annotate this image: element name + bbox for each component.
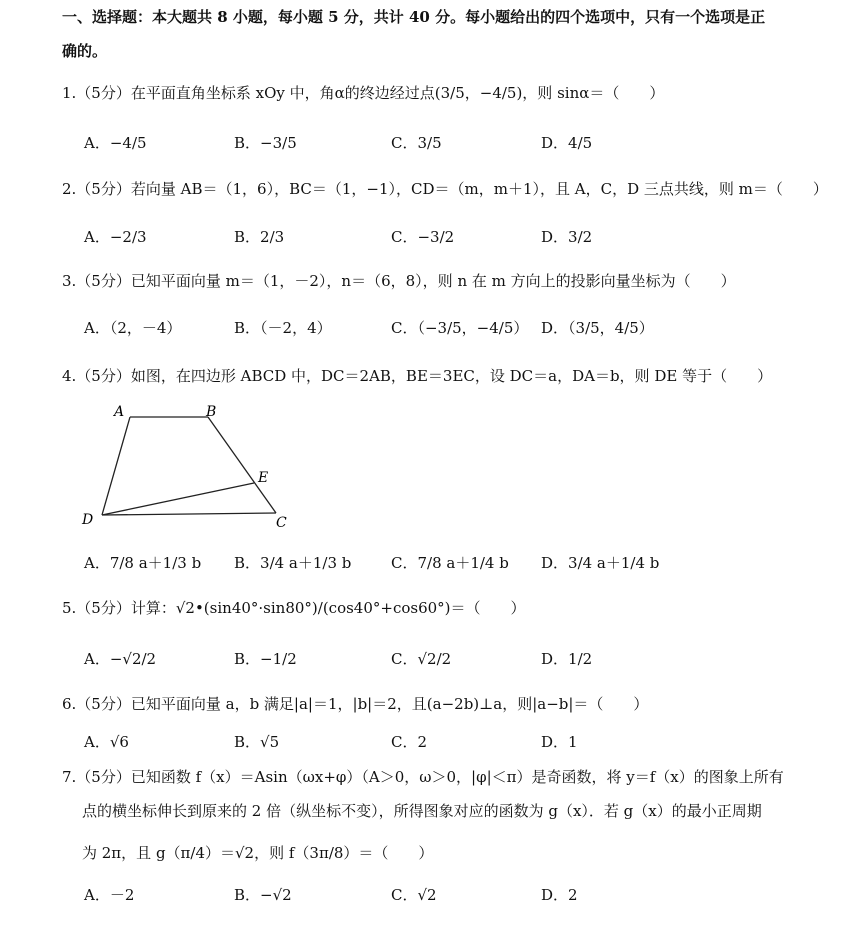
question-6-stem: 6.（5分）已知平面向量 a，b 满足|a|＝1，|b|＝2，且(a−2b)⊥a，则|a−b|＝（ ） xyxy=(62,695,649,713)
q2-option-c[interactable]: C．−3/2 xyxy=(391,228,455,246)
q7-option-a[interactable]: A．－2 xyxy=(84,886,135,904)
question-4-stem: 4.（5分）如图，在四边形 ABCD 中，DC＝2AB，BE＝3EC，设 DC＝a，DA＝b，则 DE 等于（ ） xyxy=(62,367,773,385)
q6-option-b[interactable]: B．√5 xyxy=(234,733,280,751)
question-7-stem-line1: 7.（5分）已知函数 f（x）＝Asin（ωx+φ）（A＞0，ω＞0，|φ|＜π）是奇函数，将 y＝f（x）的图象上所有 xyxy=(62,768,784,786)
edge-bc xyxy=(208,417,276,513)
q7-option-b[interactable]: B．−√2 xyxy=(234,886,292,904)
q1-option-b[interactable]: B．−3/5 xyxy=(234,134,297,152)
question-3-stem: 3.（5分）已知平面向量 m＝（1，－2），n＝（6，8），则 n 在 m 方向上的投影向量坐标为（ ） xyxy=(62,272,736,290)
q3-option-b[interactable]: B．（－2，4） xyxy=(234,319,332,337)
question-2-stem: 2.（5分）若向量 AB＝（1，6），BC＝（1，−1），CD＝（m，m＋1），且 A，C，D 三点共线，则 m＝（ ） xyxy=(62,180,828,198)
q6-option-a[interactable]: A．√6 xyxy=(84,733,129,751)
figure-edges xyxy=(102,417,276,515)
q4-option-c[interactable]: C．7/8 a＋1/4 b xyxy=(391,554,509,572)
edge-de xyxy=(102,483,254,515)
q2-option-d[interactable]: D．3/2 xyxy=(541,228,593,246)
edge-cd xyxy=(102,513,276,515)
label-a: A xyxy=(114,404,125,420)
q5-option-b[interactable]: B．−1/2 xyxy=(234,650,297,668)
section-heading-line1: 一、选择题：本大题共 8 小题，每小题 5 分，共计 40 分。每小题给出的四个选项中，只有一个选项是正 xyxy=(62,8,766,26)
q4-option-d[interactable]: D．3/4 a＋1/4 b xyxy=(541,554,660,572)
q7-option-c[interactable]: C．√2 xyxy=(391,886,437,904)
q3-option-a[interactable]: A．（2，－4） xyxy=(84,319,182,337)
q3-option-c[interactable]: C．（−3/5，−4/5） xyxy=(391,319,529,337)
q2-option-b[interactable]: B．2/3 xyxy=(234,228,285,246)
q4-option-b[interactable]: B．3/4 a＋1/3 b xyxy=(234,554,352,572)
q4-option-a[interactable]: A．7/8 a＋1/3 b xyxy=(84,554,202,572)
label-e: E xyxy=(258,470,269,486)
question-5-stem: 5.（5分）计算：√2•(sin40°·sin80°)/(cos40°+cos60°)＝（ ） xyxy=(62,599,526,617)
q1-option-d[interactable]: D．4/5 xyxy=(541,134,593,152)
q3-option-d[interactable]: D．（3/5，4/5） xyxy=(541,319,654,337)
q7-option-d[interactable]: D．2 xyxy=(541,886,578,904)
edge-da xyxy=(102,417,130,515)
label-c: C xyxy=(276,515,287,530)
section-heading-line2: 确的。 xyxy=(62,42,108,60)
q6-option-c[interactable]: C．2 xyxy=(391,733,428,751)
quadrilateral-figure xyxy=(78,400,298,530)
q5-option-d[interactable]: D．1/2 xyxy=(541,650,593,668)
q6-option-d[interactable]: D．1 xyxy=(541,733,578,751)
q2-option-a[interactable]: A．−2/3 xyxy=(84,228,147,246)
question-7-stem-line3: 为 2π，且 g（π/4）＝√2，则 f（3π/8）＝（ ） xyxy=(82,844,434,862)
question-1-stem: 1.（5分）在平面直角坐标系 xOy 中，角α的终边经过点(3/5，−4/5)，则 sinα＝（ ） xyxy=(62,84,665,102)
label-b: B xyxy=(206,404,217,420)
q5-option-c[interactable]: C．√2/2 xyxy=(391,650,452,668)
q5-option-a[interactable]: A．−√2/2 xyxy=(84,650,157,668)
label-d: D xyxy=(82,512,94,528)
q1-option-a[interactable]: A．−4/5 xyxy=(84,134,147,152)
q1-option-c[interactable]: C．3/5 xyxy=(391,134,442,152)
question-7-stem-line2: 点的横坐标伸长到原来的 2 倍（纵坐标不变），所得图象对应的函数为 g（x）．若 g（x）的最小正周期 xyxy=(82,802,762,820)
